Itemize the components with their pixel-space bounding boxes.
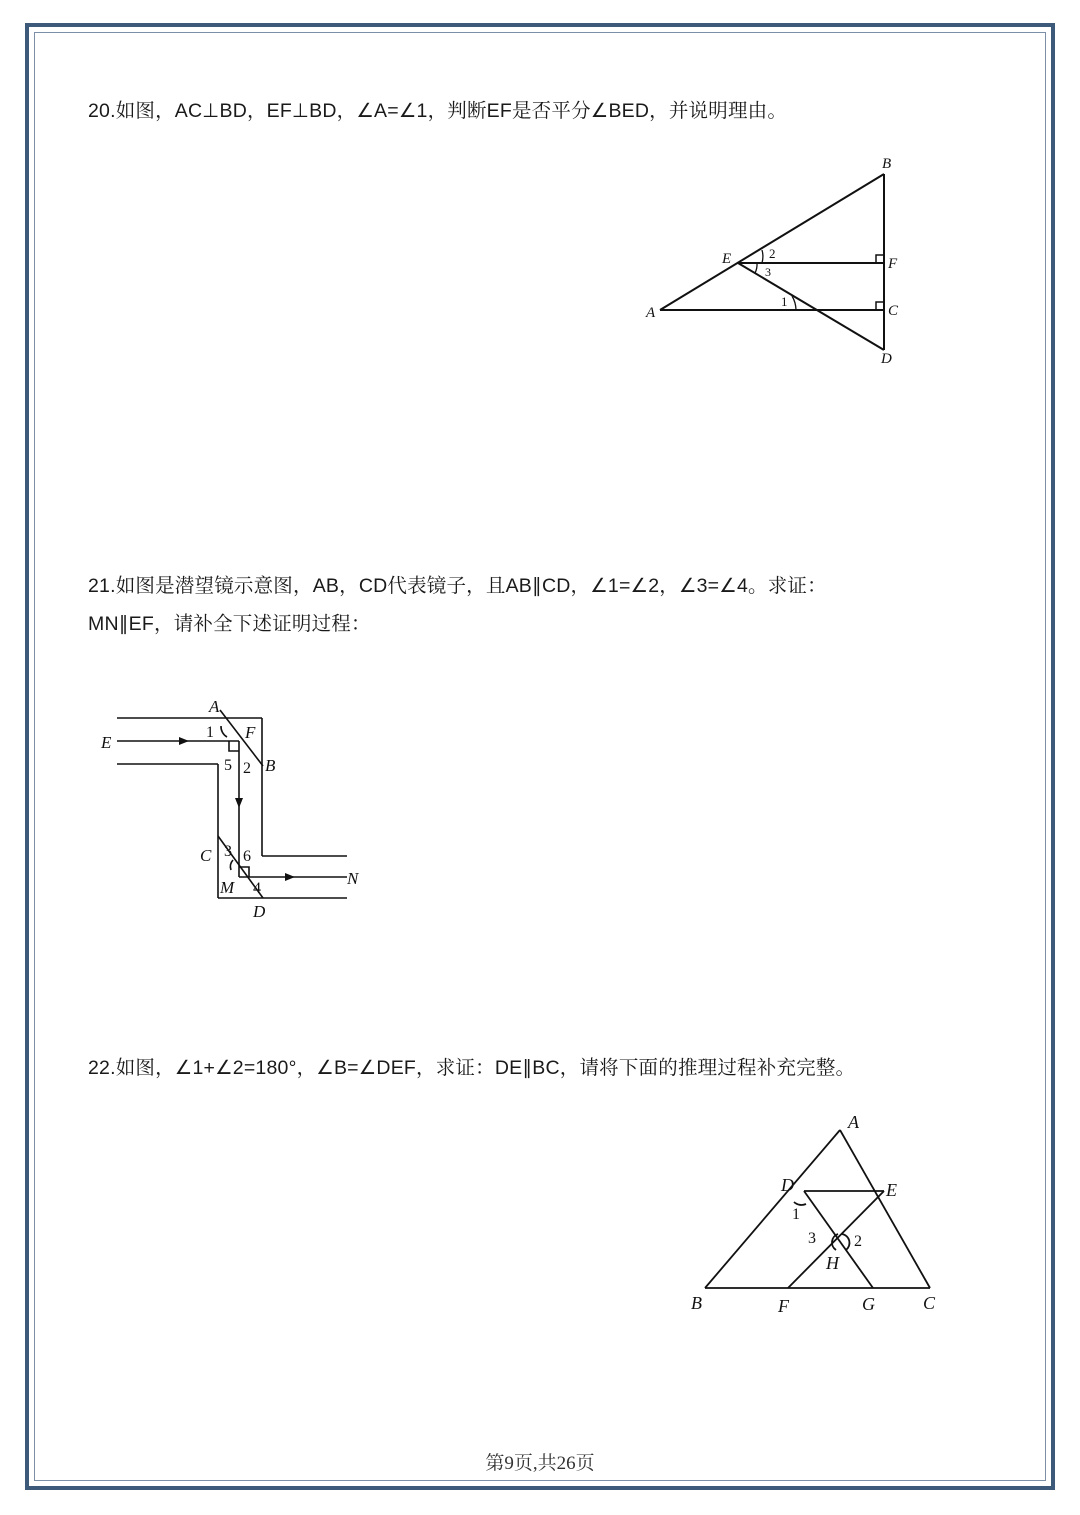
figure-21 bbox=[95, 690, 375, 935]
label-G: G bbox=[862, 1294, 875, 1314]
label-A: A bbox=[209, 697, 220, 716]
label-E: E bbox=[722, 251, 732, 267]
question-22-text: 22.如图，∠1+∠2=180°，∠B=∠DEF，求证：DE∥BC，请将下面的推理过程补充完整。 bbox=[88, 1057, 856, 1079]
question-21-text-line1: 21.如图是潜望镜示意图，AB，CD代表镜子，且AB∥CD，∠1=∠2，∠3=∠4。求证： bbox=[88, 575, 827, 597]
label-F: F bbox=[245, 723, 256, 742]
angle-6-label: 6 bbox=[243, 848, 251, 865]
angle-4-label: 4 bbox=[253, 880, 261, 897]
angle-2-label: 2 bbox=[854, 1233, 862, 1250]
angle-3-label: 3 bbox=[808, 1230, 816, 1247]
label-E: E bbox=[886, 1180, 897, 1200]
label-E: E bbox=[101, 733, 112, 752]
label-H: H bbox=[826, 1253, 839, 1273]
label-B: B bbox=[882, 156, 892, 172]
question-21-text-line2: MN∥EF，请补全下述证明过程： bbox=[88, 613, 371, 635]
figure-20 bbox=[640, 150, 910, 375]
page-footer: 第9页,共26页 bbox=[485, 1453, 595, 1474]
angle-2-label: 2 bbox=[769, 246, 776, 261]
angle-1-label: 1 bbox=[781, 294, 788, 309]
label-D: D bbox=[781, 1175, 794, 1195]
label-D: D bbox=[881, 351, 892, 367]
angle-3-label: 3 bbox=[224, 843, 232, 860]
label-F: F bbox=[888, 256, 898, 272]
figure-22 bbox=[680, 1110, 960, 1325]
label-C: C bbox=[200, 846, 212, 865]
label-B: B bbox=[265, 756, 276, 775]
label-B: B bbox=[691, 1293, 702, 1313]
label-C: C bbox=[923, 1293, 936, 1313]
label-A: A bbox=[646, 305, 656, 321]
label-N: N bbox=[347, 869, 359, 888]
angle-1-label: 1 bbox=[206, 724, 214, 741]
label-C: C bbox=[888, 303, 899, 319]
label-F: F bbox=[778, 1296, 789, 1316]
angle-3-label: 3 bbox=[765, 265, 771, 279]
angle-5-label: 5 bbox=[224, 757, 232, 774]
question-20-text: 20.如图，AC⊥BD，EF⊥BD，∠A=∠1，判断EF是否平分∠BED，并说明理由。 bbox=[88, 100, 788, 122]
label-D: D bbox=[253, 902, 266, 921]
label-M: M bbox=[220, 878, 235, 897]
label-A: A bbox=[848, 1112, 859, 1132]
angle-2-label: 2 bbox=[243, 760, 251, 777]
angle-1-label: 1 bbox=[792, 1206, 800, 1223]
